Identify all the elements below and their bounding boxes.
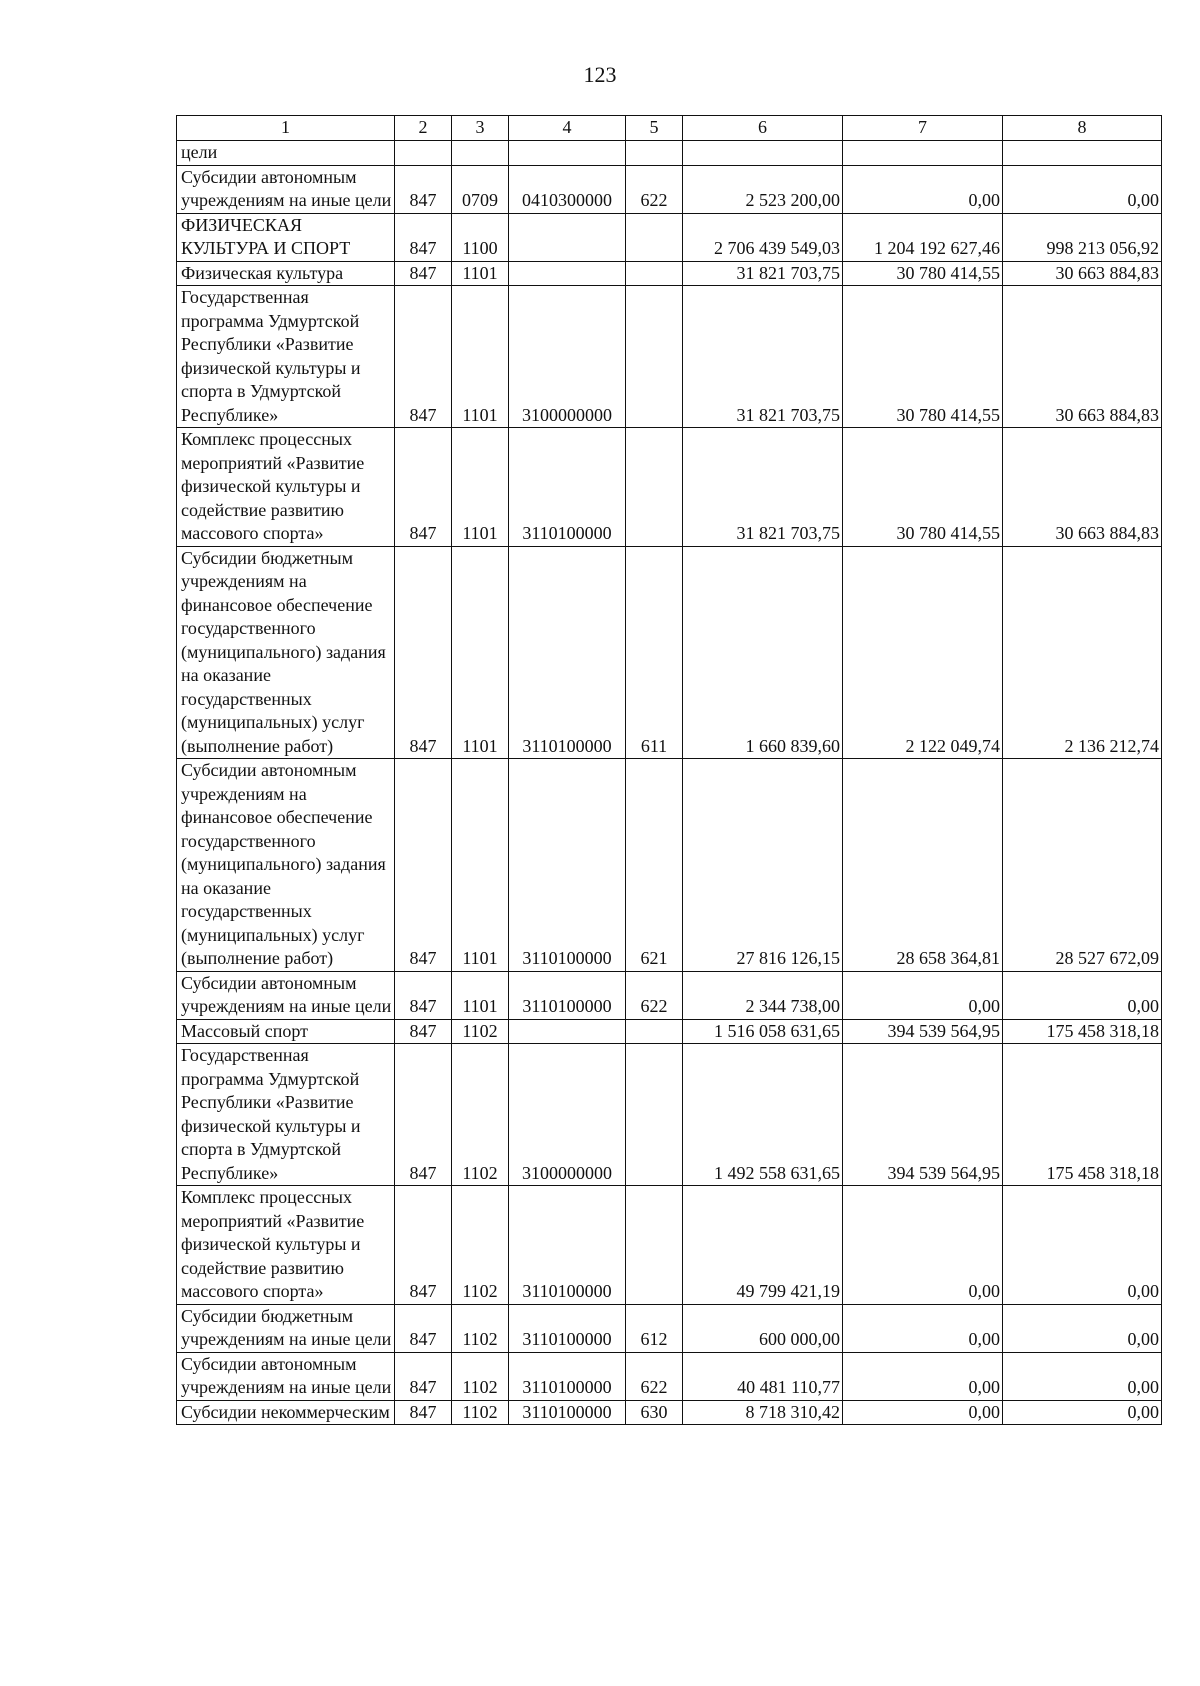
row-name-cell: Субсидии бюджетным учреждениям на финансовое обеспечение государственного (муниципального) задания на оказание государственных (муниципальных) услуг (выполнение работ) <box>177 546 395 759</box>
target-article-cell <box>509 141 626 166</box>
header-cell-1: 1 <box>177 116 395 141</box>
expense-type-cell <box>626 1044 683 1186</box>
expense-type-cell <box>626 141 683 166</box>
table-row <box>177 546 1162 759</box>
header-cell-4: 4 <box>509 116 626 141</box>
target-article-cell: 3110100000 <box>509 1400 626 1425</box>
admin-code-cell: 847 <box>395 1044 452 1186</box>
amount-col8-cell: 0,00 <box>1003 1400 1162 1425</box>
target-article-cell <box>509 1019 626 1044</box>
admin-code-cell: 847 <box>395 971 452 1019</box>
amount-col8-cell <box>1003 141 1162 166</box>
target-article-cell: 0410300000 <box>509 165 626 213</box>
table-row <box>177 286 1162 428</box>
budget-table <box>176 115 1162 1425</box>
table-row <box>177 261 1162 286</box>
row-name-cell: цели <box>177 141 395 166</box>
table-row <box>177 971 1162 1019</box>
target-article-cell: 3110100000 <box>509 1352 626 1400</box>
row-name-cell: Государственная программа Удмуртской Республики «Развитие физической культуры и спорта в Удмуртской Республике» <box>177 286 395 428</box>
amount-col7-cell: 30 780 414,55 <box>843 286 1003 428</box>
expense-type-cell: 622 <box>626 165 683 213</box>
row-name-cell: Субсидии автономным учреждениям на финансовое обеспечение государственного (муниципального) задания на оказание государственных (муниципальных) услуг (выполнение работ) <box>177 759 395 972</box>
admin-code-cell: 847 <box>395 546 452 759</box>
table-row <box>177 1400 1162 1425</box>
section-code-cell: 1102 <box>452 1352 509 1400</box>
section-code-cell: 1101 <box>452 971 509 1019</box>
amount-col6-cell: 1 660 839,60 <box>683 546 843 759</box>
amount-col8-cell: 175 458 318,18 <box>1003 1044 1162 1186</box>
admin-code-cell: 847 <box>395 165 452 213</box>
expense-type-cell: 611 <box>626 546 683 759</box>
amount-col8-cell: 0,00 <box>1003 1304 1162 1352</box>
header-cell-5: 5 <box>626 116 683 141</box>
section-code-cell: 1101 <box>452 546 509 759</box>
admin-code-cell: 847 <box>395 1352 452 1400</box>
target-article-cell: 3110100000 <box>509 759 626 972</box>
expense-type-cell <box>626 213 683 261</box>
table-row <box>177 141 1162 166</box>
target-article-cell <box>509 261 626 286</box>
row-name-cell: Государственная программа Удмуртской Республики «Развитие физической культуры и спорта в Удмуртской Республике» <box>177 1044 395 1186</box>
amount-col8-cell: 30 663 884,83 <box>1003 261 1162 286</box>
expense-type-cell: 621 <box>626 759 683 972</box>
admin-code-cell: 847 <box>395 261 452 286</box>
amount-col8-cell: 2 136 212,74 <box>1003 546 1162 759</box>
row-name-cell: ФИЗИЧЕСКАЯ КУЛЬТУРА И СПОРТ <box>177 213 395 261</box>
header-row <box>177 116 1162 141</box>
amount-col8-cell: 30 663 884,83 <box>1003 286 1162 428</box>
section-code-cell: 1102 <box>452 1019 509 1044</box>
target-article-cell: 3110100000 <box>509 546 626 759</box>
expense-type-cell <box>626 428 683 547</box>
row-name-cell: Субсидии автономным учреждениям на иные цели <box>177 1352 395 1400</box>
amount-col7-cell: 0,00 <box>843 165 1003 213</box>
header-cell-7: 7 <box>843 116 1003 141</box>
amount-col6-cell: 2 523 200,00 <box>683 165 843 213</box>
amount-col6-cell: 31 821 703,75 <box>683 286 843 428</box>
expense-type-cell: 622 <box>626 971 683 1019</box>
row-name-cell: Массовый спорт <box>177 1019 395 1044</box>
admin-code-cell: 847 <box>395 286 452 428</box>
amount-col8-cell: 0,00 <box>1003 971 1162 1019</box>
row-name-cell: Субсидии автономным учреждениям на иные цели <box>177 165 395 213</box>
section-code-cell: 1101 <box>452 759 509 972</box>
amount-col8-cell: 0,00 <box>1003 165 1162 213</box>
amount-col7-cell: 28 658 364,81 <box>843 759 1003 972</box>
header-cell-6: 6 <box>683 116 843 141</box>
row-name-cell: Физическая культура <box>177 261 395 286</box>
amount-col6-cell: 1 516 058 631,65 <box>683 1019 843 1044</box>
expense-type-cell <box>626 1186 683 1305</box>
table-row <box>177 165 1162 213</box>
admin-code-cell: 847 <box>395 1019 452 1044</box>
section-code-cell: 0709 <box>452 165 509 213</box>
amount-col7-cell: 30 780 414,55 <box>843 261 1003 286</box>
admin-code-cell: 847 <box>395 213 452 261</box>
amount-col8-cell: 998 213 056,92 <box>1003 213 1162 261</box>
section-code-cell: 1102 <box>452 1044 509 1186</box>
amount-col7-cell: 394 539 564,95 <box>843 1019 1003 1044</box>
expense-type-cell <box>626 286 683 428</box>
row-name-cell: Субсидии бюджетным учреждениям на иные цели <box>177 1304 395 1352</box>
amount-col7-cell: 0,00 <box>843 1400 1003 1425</box>
amount-col7-cell: 0,00 <box>843 1186 1003 1305</box>
table-row <box>177 1352 1162 1400</box>
amount-col7-cell: 0,00 <box>843 1352 1003 1400</box>
row-name-cell: Субсидии автономным учреждениям на иные цели <box>177 971 395 1019</box>
admin-code-cell: 847 <box>395 428 452 547</box>
amount-col6-cell: 2 706 439 549,03 <box>683 213 843 261</box>
amount-col6-cell: 27 816 126,15 <box>683 759 843 972</box>
table-row <box>177 1304 1162 1352</box>
table-row <box>177 1044 1162 1186</box>
amount-col8-cell: 0,00 <box>1003 1352 1162 1400</box>
table-row <box>177 428 1162 547</box>
target-article-cell: 3110100000 <box>509 971 626 1019</box>
header-cell-2: 2 <box>395 116 452 141</box>
section-code-cell: 1101 <box>452 428 509 547</box>
expense-type-cell: 612 <box>626 1304 683 1352</box>
section-code-cell: 1102 <box>452 1186 509 1305</box>
amount-col7-cell: 2 122 049,74 <box>843 546 1003 759</box>
row-name-cell: Субсидии некоммерческим <box>177 1400 395 1425</box>
amount-col7-cell: 0,00 <box>843 1304 1003 1352</box>
amount-col7-cell: 30 780 414,55 <box>843 428 1003 547</box>
amount-col6-cell: 1 492 558 631,65 <box>683 1044 843 1186</box>
admin-code-cell: 847 <box>395 759 452 972</box>
target-article-cell <box>509 213 626 261</box>
section-code-cell: 1102 <box>452 1400 509 1425</box>
target-article-cell: 3100000000 <box>509 286 626 428</box>
table-row <box>177 213 1162 261</box>
amount-col6-cell: 2 344 738,00 <box>683 971 843 1019</box>
target-article-cell: 3100000000 <box>509 1044 626 1186</box>
amount-col7-cell: 1 204 192 627,46 <box>843 213 1003 261</box>
header-cell-8: 8 <box>1003 116 1162 141</box>
admin-code-cell: 847 <box>395 1400 452 1425</box>
header-cell-3: 3 <box>452 116 509 141</box>
amount-col8-cell: 175 458 318,18 <box>1003 1019 1162 1044</box>
admin-code-cell <box>395 141 452 166</box>
expense-type-cell <box>626 261 683 286</box>
amount-col6-cell <box>683 141 843 166</box>
table-row <box>177 1019 1162 1044</box>
amount-col7-cell <box>843 141 1003 166</box>
amount-col6-cell: 31 821 703,75 <box>683 261 843 286</box>
table-row <box>177 759 1162 972</box>
row-name-cell: Комплекс процессных мероприятий «Развитие физической культуры и содействие развитию массового спорта» <box>177 428 395 547</box>
expense-type-cell <box>626 1019 683 1044</box>
amount-col6-cell: 600 000,00 <box>683 1304 843 1352</box>
table-row <box>177 1186 1162 1305</box>
target-article-cell: 3110100000 <box>509 428 626 547</box>
amount-col8-cell: 28 527 672,09 <box>1003 759 1162 972</box>
amount-col8-cell: 30 663 884,83 <box>1003 428 1162 547</box>
section-code-cell: 1102 <box>452 1304 509 1352</box>
amount-col6-cell: 49 799 421,19 <box>683 1186 843 1305</box>
section-code-cell: 1101 <box>452 286 509 428</box>
target-article-cell: 3110100000 <box>509 1304 626 1352</box>
expense-type-cell: 622 <box>626 1352 683 1400</box>
amount-col7-cell: 394 539 564,95 <box>843 1044 1003 1186</box>
row-name-cell: Комплекс процессных мероприятий «Развитие физической культуры и содействие развитию массового спорта» <box>177 1186 395 1305</box>
section-code-cell: 1101 <box>452 261 509 286</box>
amount-col7-cell: 0,00 <box>843 971 1003 1019</box>
amount-col8-cell: 0,00 <box>1003 1186 1162 1305</box>
table-body <box>177 141 1162 1425</box>
page-number: 123 <box>583 62 617 87</box>
target-article-cell: 3110100000 <box>509 1186 626 1305</box>
admin-code-cell: 847 <box>395 1186 452 1305</box>
section-code-cell: 1100 <box>452 213 509 261</box>
amount-col6-cell: 40 481 110,77 <box>683 1352 843 1400</box>
amount-col6-cell: 8 718 310,42 <box>683 1400 843 1425</box>
amount-col6-cell: 31 821 703,75 <box>683 428 843 547</box>
expense-type-cell: 630 <box>626 1400 683 1425</box>
admin-code-cell: 847 <box>395 1304 452 1352</box>
section-code-cell <box>452 141 509 166</box>
